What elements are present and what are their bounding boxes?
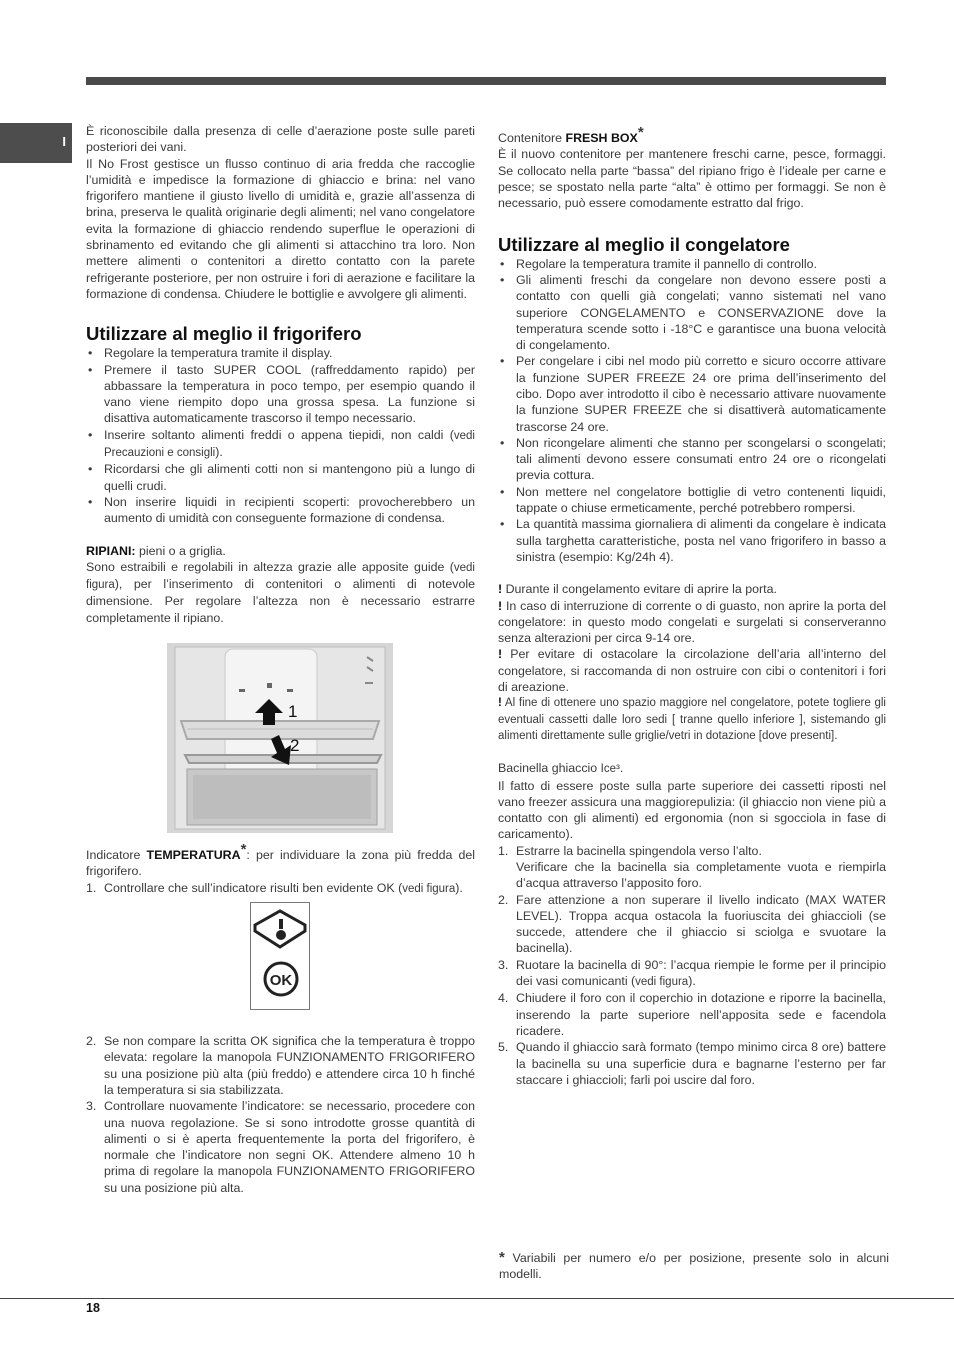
freezer-section-title: Utilizzare al meglio il congelatore [498, 233, 790, 255]
indicator-prefix: Indicatore [86, 848, 147, 863]
ripiani-text: Sono estraibili e regolabili in altezza grazie alle apposite guide ( [86, 559, 454, 574]
ice-steps [498, 843, 886, 1088]
list-item: • La quantità massima giornaliera di alimenti da congelare è indicata sulla targhetta caratteristiche, posta nel vano frigorifero in basso a sinistra (esempio: Kg/24h 4). [498, 516, 886, 565]
step-text: Fare attenzione a non superare il livello indicato (MAX WATER LEVEL). Troppa acqua ostacola la fuoriuscita dei ghiaccioli (se succede, attendere che il ghiaccio si sciolga e svuotare la bacinella). [516, 892, 886, 956]
indicator-paragraph [86, 842, 475, 880]
ok-indicator-figure [250, 902, 310, 1010]
ice-paragraph: Il fatto di essere poste sulla parte superiore dei cassetti riposti nel vano freezer assicura una maggiorepulizia: (il ghiaccio non viene più a contatto con gli alimenti) ed ergonomia (non si sgocciola in fase di caricamento). [498, 778, 886, 842]
list-item: • Non inserire liquidi in recipienti scoperti: provocherebbero un aumento di umidità con conseguente formazione di condensa. [86, 494, 475, 527]
ice-label: . [619, 761, 624, 776]
step-number: 5. [498, 1040, 509, 1055]
warning-text: Per evitare di ostacolare la circolazione dell’aria all’interno del congelatore, si raccomanda di non ostruire con cibi o contenitori i fori di areazione. [498, 647, 886, 695]
warning-icon: ! [498, 598, 503, 613]
ice-heading [498, 760, 886, 777]
list-item [86, 880, 475, 897]
step-text: Ruotare la bacinella di 90°: l’acqua riempie le forme per il principio dei vasi comunicanti ( [516, 957, 886, 989]
intro-paragraph: È riconoscibile dalla presenza di celle d’aerazione poste sulle pareti posteriori dei vani. [86, 124, 475, 155]
ok-label: OK [269, 972, 293, 990]
warning-paragraph [498, 695, 886, 744]
ripiani-paragraph [86, 559, 475, 626]
figure-reference: vedi figura [86, 561, 475, 592]
indicator-text: : per individuare la zona più fredda del frigorifero. [86, 848, 475, 879]
freshbox-prefix: Contenitore [498, 131, 566, 146]
step-number: 1. [86, 880, 97, 895]
figure-reference: vedi figura [635, 976, 689, 989]
list-item [498, 990, 886, 1039]
page-number: 18 [86, 1301, 100, 1315]
list-item [498, 1039, 886, 1088]
step-text: Se non compare la scritta OK significa che la temperatura è troppo elevata: regolare la manopola FUNZIONAMENTO FRIGORIFERO su una posizione più alta (più freddo) e attendere circa 10 h finché la temperatura si sia stabilizzata. [104, 1034, 475, 1097]
step-number: 3. [498, 957, 509, 972]
shelf-figure [167, 643, 393, 833]
step-text: Controllare nuovamente l’indicatore: se necessario, procedere con una nuova regolazione. Se si sono introdotte grosse quantità di alimenti o si è aperta frequentemente la porta del frigorifero, è normale che l’indicatore non segni OK. Attendere almeno 10 h prima di regolare la manopola FUNZIONAMENTO FRIGORIFERO su una posizione più alta. [104, 1099, 475, 1195]
step-text: Verificare che la bacinella sia completamente vuota e riempirla d’acqua attraverso l’apposito foro. [516, 860, 886, 891]
list-item: • Premere il tasto SUPER COOL (raffreddamento rapido) per abbassare la temperatura in poco tempo, per esempio quando il vano viene riempito dopo una grossa spesa. La funzione si disattiva automaticamente trascorso il tempo necessario. [86, 362, 475, 427]
footnote [499, 1250, 889, 1283]
list-item: • Regolare la temperatura tramite il display. [86, 345, 475, 361]
list-item [498, 843, 886, 892]
ripiani-heading [86, 543, 475, 559]
warnings-block [498, 581, 886, 744]
warning-paragraph [498, 646, 886, 695]
indicator-steps-continued [86, 1033, 475, 1196]
step-text: ). [688, 974, 696, 989]
list-item [498, 957, 886, 991]
figure-label-1: 1 [288, 702, 298, 722]
warning-text: In caso di interruzione di corrente o di guasto, non aprire la porta del congelatore: in questo modo congelati e surgelati si conserveranno senza alterazioni per circa 9-14 ore. [498, 598, 886, 646]
list-item [86, 1098, 475, 1196]
figure-reference: vedi Precauzioni e consigli [104, 429, 475, 460]
figure-reference: vedi figura [402, 882, 456, 895]
footer-rule [0, 1298, 954, 1299]
indicator-steps [86, 880, 475, 897]
list-item-text: Inserire soltanto alimenti freddi o appena tiepidi, non caldi ( [104, 427, 454, 442]
step-text: Estrarre la bacinella spingendola verso l’alto. [516, 843, 762, 858]
asterisk-mark: * [499, 1249, 505, 1266]
list-item: • Gli alimenti freschi da congelare non devono essere posti a contatto con quelli già congelati; vanno sistemati nel vano superiore CONGELAMENTO e CONSERVAZIONE dove la temperatura scende sotto i -18°C e garantisce una buona velocità di congelamento. [498, 272, 886, 353]
warning-icon: ! [498, 647, 503, 662]
figure-label-2: 2 [290, 736, 300, 756]
list-item [86, 1033, 475, 1098]
freshbox-heading [498, 125, 886, 146]
list-item-text: ). [215, 445, 223, 460]
step-number: 2. [498, 892, 509, 907]
ice-label: Bacinella ghiaccio [498, 761, 601, 776]
footnote-text: Variabili per numero e/o per posizione, presente solo in alcuni modelli. [499, 1251, 889, 1282]
step-number: 3. [86, 1099, 97, 1114]
shelf-illustration [167, 643, 393, 833]
asterisk-mark: * [240, 841, 247, 859]
list-item: • Regolare la temperatura tramite il pannello di controllo. [498, 256, 886, 272]
list-item: • Non ricongelare alimenti che stanno per scongelarsi o scongelati; tali alimenti devono essere consumati entro 24 ore o ricongelati previa cottura. [498, 435, 886, 484]
ice-brand: Ice³ [600, 763, 620, 776]
step-number: 2. [86, 1034, 97, 1049]
warning-icon: ! [498, 582, 503, 597]
freshbox-paragraph: È il nuovo contenitore per mantenere freschi carne, pesce, formaggi. Se collocato nella parte “bassa” del ripiano frigo è l’ideale per carne e pesce; se spostato nella parte “alta” è ottimo per formaggi. Se non è necessario, può essere comodamente estratto dal frigo. [498, 147, 886, 211]
right-column [498, 123, 886, 1088]
ripiani-label: RIPIANI: [86, 543, 136, 558]
warning-text: Durante il congelamento evitare di aprire la porta. [502, 582, 777, 597]
ripiani-text: ), per l’inserimento di contenitori o alimenti di notevole dimensione. Per regolare l’altezza non è necessario estrarre completamente il ripiano. [86, 577, 475, 625]
nofrost-paragraph: Il No Frost gestisce un flusso continuo di aria fredda che raccoglie l’umidità e impedisce la formazione di ghiaccio e brina: nel vano frigorifero mantiene il giusto livello di umidità e, grazie all’assenza di brina, preserva le qualità originarie degli alimenti; nel vano congelatore evita la formazione di ghiaccio rendendo superflue le operazioni di sbrinamento ed evitando che gli alimenti si attacchino tra loro. Non mettere alimenti o contenitori a diretto contatto con la parete refrigerante posteriore, per non ostruire i fori di aerazione e facilitare la formazione di condensa. Chiudere le bottiglie e avvolgere gli alimenti. [86, 156, 475, 301]
list-item: • Per congelare i cibi nel modo più corretto e sicuro occorre attivare la funzione SUPER FREEZE 24 ore prima dell’inserimento del cibo. Dopo aver introdotto il cibo è necessario attivare nuovamente la funzione SUPER FREEZE che si disattiverà automaticamente trascorse 24 ore. [498, 353, 886, 434]
warning-paragraph [498, 581, 886, 597]
fridge-bullet-list [86, 345, 475, 526]
list-item: • Non mettere nel congelatore bottiglie di vetro contenenti liquidi, tappate o chiuse ermeticamente, perché potrebbero rompersi. [498, 484, 886, 517]
step-text: Chiudere il foro con il coperchio in dotazione e riporre la bacinella, inserendo la parte superiore nell’apposita sede e facendola ricadere. [516, 991, 886, 1038]
step-text: Quando il ghiaccio sarà formato (tempo minimo circa 8 ore) battere la bacinella su una superficie dura e bagnarne l’esterno per far staccare i ghiaccioli; farli poi uscire dal foro. [516, 1040, 886, 1087]
left-column [86, 123, 475, 1196]
language-tab [0, 123, 72, 163]
step-text: Controllare che sull’indicatore risulti ben evidente OK ( [104, 880, 403, 895]
asterisk-mark: * [637, 124, 644, 141]
freezer-bullet-list [498, 256, 886, 566]
fridge-section-title: Utilizzare al meglio il frigorifero [86, 323, 362, 345]
indicator-label: TEMPERATURA [146, 848, 241, 863]
warning-paragraph [498, 598, 886, 647]
step-text: ). [455, 880, 463, 895]
list-item [498, 892, 886, 957]
ripiani-type: pieni o a griglia. [135, 543, 226, 558]
header-rule [86, 77, 886, 85]
freshbox-label: FRESH BOX [565, 131, 638, 146]
list-item [86, 427, 475, 462]
list-item: • Ricordarsi che gli alimenti cotti non si mantengono più a lungo di quelli crudi. [86, 461, 475, 494]
step-number: 1. [498, 843, 509, 858]
warning-text: Al fine di ottenere uno spazio maggiore nel congelatore, potete togliere gli eventuali cassetti dalle loro sedi [ tranne quello inferiore ], sistemando gli alimenti direttamente sulle griglie/vetri in dotazione [dove presenti]. [498, 697, 886, 742]
temperature-indicator-icon [251, 903, 309, 1009]
warning-icon: ! [498, 697, 502, 710]
language-tab-label: I [62, 134, 66, 149]
step-number: 4. [498, 991, 509, 1006]
